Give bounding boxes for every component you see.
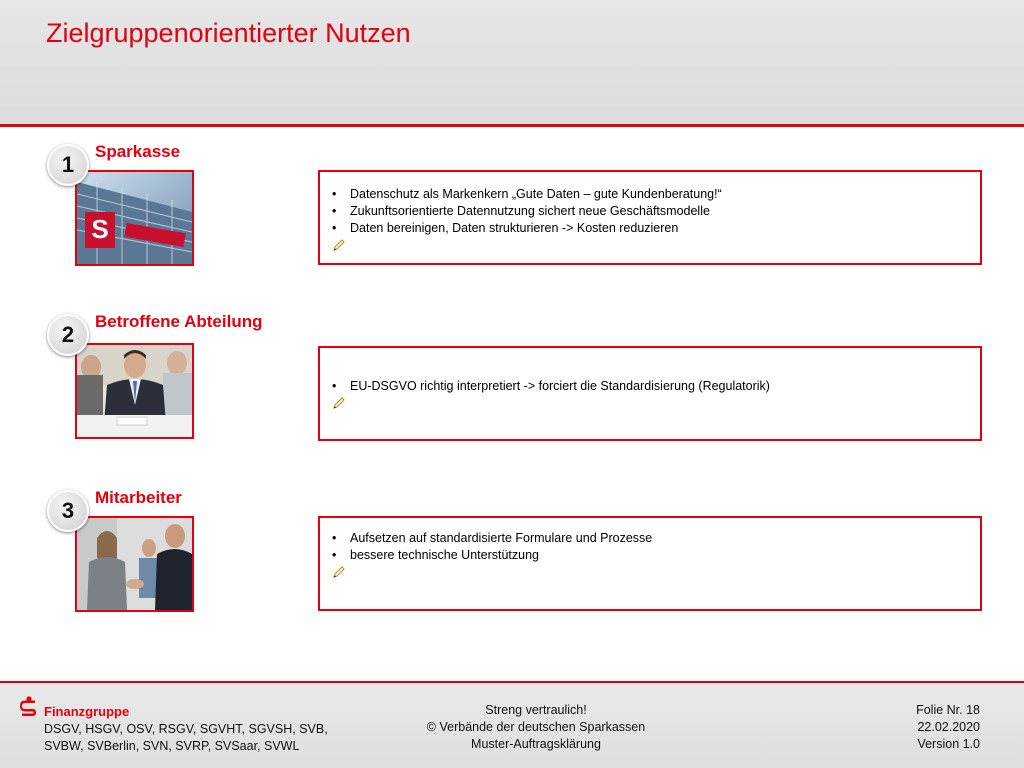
page-title: Zielgruppenorientierter Nutzen — [46, 18, 411, 48]
section-number-badge: 3 — [47, 490, 89, 532]
footer-meta — [916, 702, 980, 753]
section-title: Betroffene Abteilung — [95, 312, 263, 331]
list-item: • EU-DSGVO richtig interpretiert -> forciert die Standardisierung (Regulatorik) — [332, 379, 770, 393]
list-item: • bessere technische Unterstützung — [332, 548, 539, 562]
list-item: • Daten bereinigen, Daten strukturieren -> Kosten reduzieren — [332, 221, 679, 235]
svg-text:S: S — [91, 214, 109, 244]
list-item: • Zukunftsorientierte Datennutzung sichert neue Geschäftsmodelle — [332, 204, 710, 218]
slide-date: 22.02.2020 — [917, 720, 980, 734]
bullet-list — [320, 186, 980, 237]
sparkasse-building-photo — [75, 170, 194, 266]
slide-number: Folie Nr. 18 — [916, 703, 980, 717]
header-divider — [0, 124, 1024, 127]
sparkasse-s-icon — [20, 696, 38, 720]
employees-handshake-photo — [75, 516, 194, 612]
pen-icon — [332, 396, 346, 410]
bullet-list — [320, 378, 980, 395]
confidentiality-note: Streng vertraulich! — [485, 703, 587, 717]
bullet-list — [320, 530, 980, 564]
list-item: • Aufsetzen auf standardisierte Formulare und Prozesse — [332, 531, 653, 545]
member-associations: DSGV, HSGV, OSV, RSGV, SGVHT, SGVSH, SVB, SVBW, SVBerlin, SVN, SVRP, SVSaar, SVWL — [44, 722, 328, 753]
copyright-note: © Verbände der deutschen Sparkassen — [426, 720, 646, 734]
business-meeting-photo — [75, 343, 194, 439]
section-title: Sparkasse — [95, 142, 181, 161]
section-title: Mitarbeiter — [95, 488, 182, 507]
pen-icon — [332, 238, 346, 252]
content-box — [318, 170, 982, 265]
section-number-badge: 1 — [47, 144, 89, 186]
content-box — [318, 516, 982, 611]
content-box — [318, 346, 982, 441]
document-name: Muster-Auftragsklärung — [471, 737, 601, 751]
pen-icon — [332, 565, 346, 579]
brand-name: Finanzgruppe — [44, 704, 130, 719]
section-number-badge: 2 — [47, 314, 89, 356]
list-item: • Datenschutz als Markenkern „Gute Daten – gute Kundenberatung!“ — [332, 187, 722, 201]
footer-center-text — [386, 702, 686, 753]
document-version: Version 1.0 — [917, 737, 980, 751]
